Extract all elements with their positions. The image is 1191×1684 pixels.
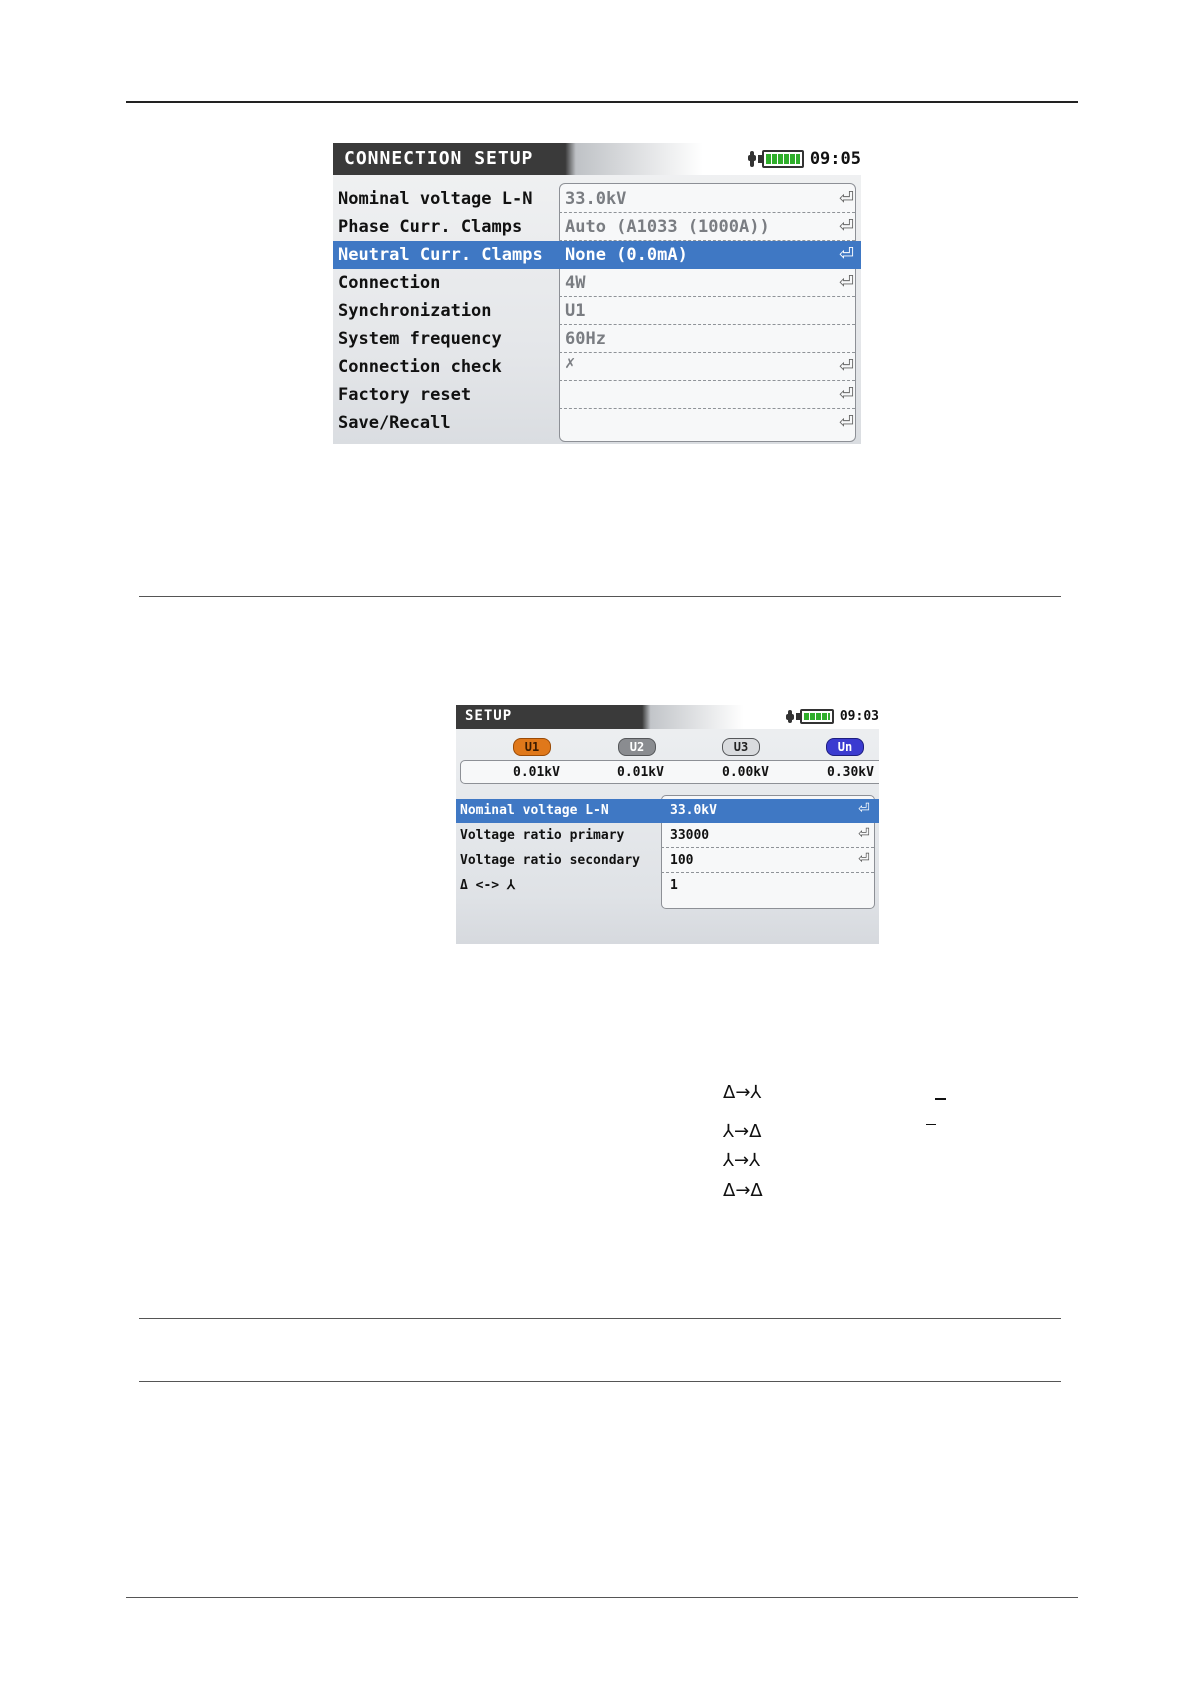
clock: 09:03 bbox=[839, 709, 879, 724]
screen-title: CONNECTION SETUP bbox=[344, 148, 534, 169]
status-area bbox=[750, 149, 861, 169]
plug-icon bbox=[750, 151, 754, 167]
setting-row-nominal-voltage[interactable] bbox=[333, 185, 861, 213]
reading-u3: 0.00kV bbox=[722, 765, 769, 780]
title-bar bbox=[333, 143, 861, 175]
setting-row-nominal-voltage[interactable] bbox=[456, 799, 879, 823]
battery-icon bbox=[762, 150, 804, 168]
setting-label: Connection bbox=[338, 273, 441, 293]
screen-title: SETUP bbox=[465, 708, 513, 724]
setting-value: 1 bbox=[670, 878, 678, 893]
enter-icon[interactable]: ⏎ bbox=[858, 826, 870, 842]
page-header-rule bbox=[126, 101, 1078, 103]
clock: 09:05 bbox=[809, 149, 861, 169]
reading-un: 0.30kV bbox=[827, 765, 874, 780]
channel-badge-u2: U2 bbox=[618, 738, 656, 756]
setting-value: 60Hz bbox=[565, 329, 606, 349]
star-to-delta-symbol: ⅄→Δ bbox=[723, 1121, 762, 1142]
connection-setup-screen bbox=[333, 143, 861, 444]
setting-label: System frequency bbox=[338, 329, 502, 349]
setting-row-synchronization[interactable] bbox=[333, 297, 861, 325]
setting-row-save-recall[interactable] bbox=[333, 409, 861, 437]
section-divider bbox=[139, 1318, 1061, 1319]
page-footer-rule bbox=[126, 1597, 1078, 1598]
enter-icon[interactable]: ⏎ bbox=[839, 356, 855, 377]
enter-icon[interactable]: ⏎ bbox=[858, 801, 870, 817]
setting-value: 33.0kV bbox=[565, 189, 627, 209]
setting-label: Δ <-> ⅄ bbox=[460, 878, 515, 893]
setting-value: 4W bbox=[565, 273, 586, 293]
setting-row-connection[interactable] bbox=[333, 269, 861, 297]
setting-row-voltage-ratio-primary[interactable] bbox=[456, 824, 879, 848]
enter-icon[interactable]: ⏎ bbox=[839, 384, 855, 405]
setting-value: 33.0kV bbox=[670, 803, 717, 818]
enter-icon[interactable]: ⏎ bbox=[839, 244, 855, 265]
status-area bbox=[788, 709, 879, 724]
enter-icon[interactable]: ⏎ bbox=[839, 216, 855, 237]
enter-icon[interactable]: ⏎ bbox=[839, 188, 855, 209]
section-divider bbox=[139, 1381, 1061, 1382]
enter-icon[interactable]: ⏎ bbox=[839, 412, 855, 433]
setting-label: Nominal voltage L-N bbox=[338, 189, 533, 209]
setting-label: Nominal voltage L-N bbox=[460, 803, 609, 818]
plug-icon bbox=[788, 710, 792, 723]
setting-label: Phase Curr. Clamps bbox=[338, 217, 523, 237]
setting-label: Factory reset bbox=[338, 385, 472, 405]
setting-value: Auto (A1033 (1000A)) bbox=[565, 217, 770, 237]
setting-row-factory-reset[interactable] bbox=[333, 381, 861, 409]
setting-label: Voltage ratio primary bbox=[460, 828, 625, 843]
title-bar bbox=[456, 705, 879, 729]
setting-value: 33000 bbox=[670, 828, 710, 843]
channel-badge-u3: U3 bbox=[722, 738, 760, 756]
setting-label: Connection check bbox=[338, 357, 502, 377]
setting-value: U1 bbox=[565, 301, 586, 321]
setting-row-delta-star[interactable] bbox=[456, 874, 879, 898]
enter-icon[interactable]: ⏎ bbox=[858, 851, 870, 867]
setup-screen bbox=[456, 705, 879, 944]
setting-label: Neutral Curr. Clamps bbox=[338, 245, 543, 265]
setting-value: None (0.0mA) bbox=[565, 245, 688, 265]
setting-value: 100 bbox=[670, 853, 694, 868]
enter-icon[interactable]: ⏎ bbox=[839, 272, 855, 293]
star-to-star-symbol: ⅄→⅄ bbox=[723, 1150, 761, 1171]
channel-badge-un: Un bbox=[826, 738, 864, 756]
dash-mark bbox=[935, 1098, 946, 1100]
battery-icon bbox=[800, 709, 834, 724]
fail-x-icon: ✗ bbox=[565, 353, 576, 373]
setting-label: Voltage ratio secondary bbox=[460, 853, 641, 868]
setting-row-system-frequency[interactable] bbox=[333, 325, 861, 353]
setting-row-phase-clamps[interactable] bbox=[333, 213, 861, 241]
dash-mark bbox=[926, 1124, 936, 1125]
reading-u2: 0.01kV bbox=[617, 765, 664, 780]
section-divider bbox=[139, 596, 1061, 597]
setting-label: Save/Recall bbox=[338, 413, 451, 433]
setting-row-neutral-clamps[interactable] bbox=[333, 241, 861, 269]
reading-u1: 0.01kV bbox=[513, 765, 560, 780]
setting-row-voltage-ratio-secondary[interactable] bbox=[456, 849, 879, 873]
delta-to-delta-symbol: Δ→Δ bbox=[723, 1180, 763, 1201]
channel-badge-u1: U1 bbox=[513, 738, 551, 756]
setting-row-connection-check[interactable] bbox=[333, 353, 861, 381]
setting-label: Synchronization bbox=[338, 301, 492, 321]
delta-to-star-symbol: Δ→⅄ bbox=[723, 1082, 762, 1103]
